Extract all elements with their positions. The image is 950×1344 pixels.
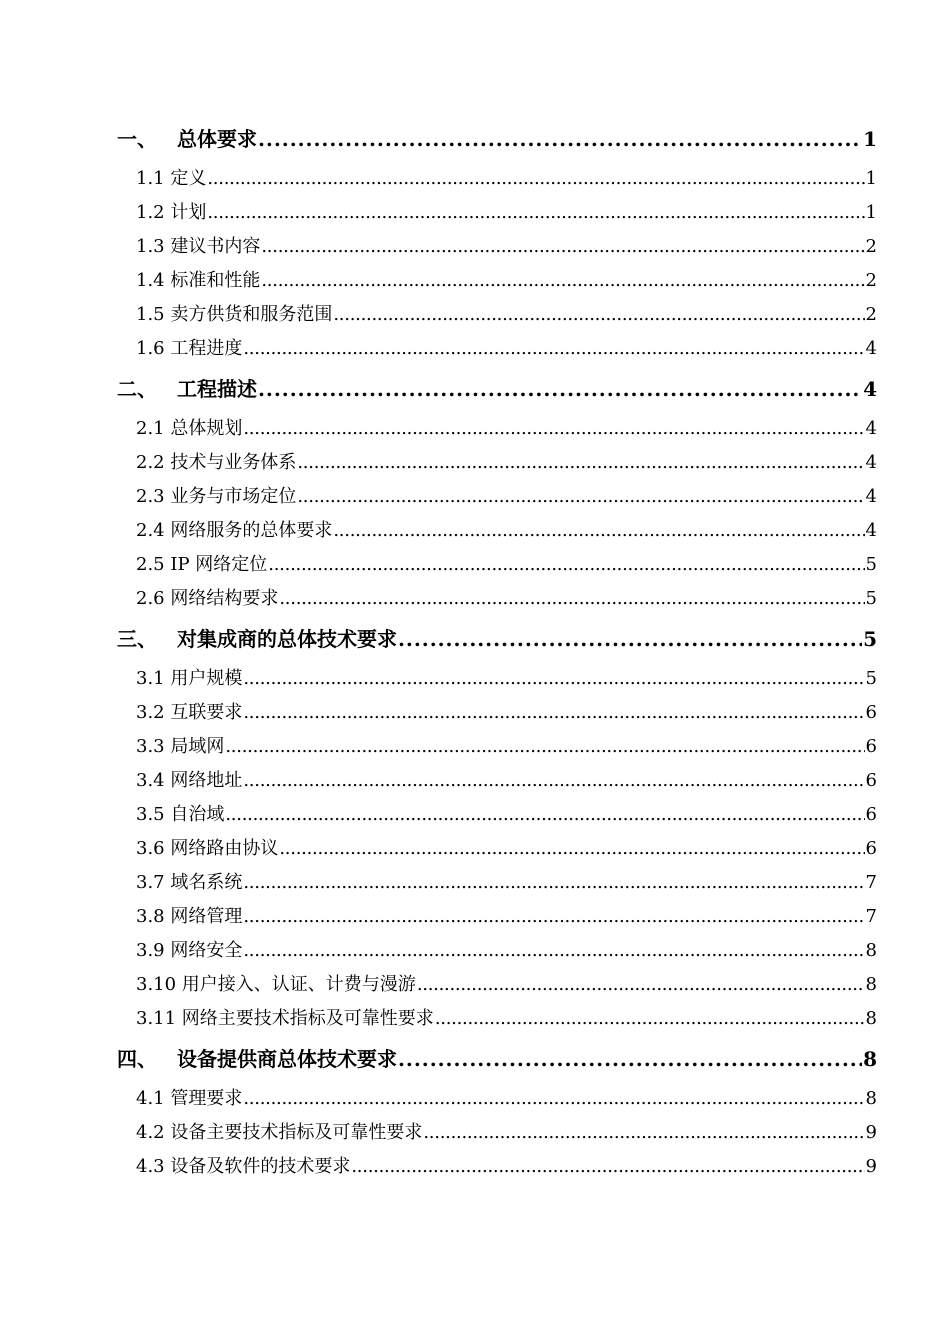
toc-page-number: 7 — [865, 872, 877, 893]
toc-section-number: 三、 — [117, 627, 157, 651]
toc-item[interactable] — [117, 548, 877, 582]
dot-leader — [423, 1116, 864, 1150]
toc-page-number: 8 — [865, 1088, 877, 1109]
dot-leader — [243, 764, 864, 798]
dot-leader — [225, 798, 864, 832]
dot-leader — [398, 616, 862, 662]
toc-section-1[interactable] — [117, 116, 877, 162]
toc-item-label: 2.6 网络结构要求 — [136, 588, 279, 609]
toc-section-title: 工程描述 — [177, 377, 257, 401]
toc-item-label: 3.8 网络管理 — [136, 906, 243, 927]
toc-page-number: 7 — [865, 906, 877, 927]
dot-leader — [417, 968, 865, 1002]
dot-leader — [243, 934, 864, 968]
dot-leader — [297, 446, 864, 480]
dot-leader — [258, 116, 862, 162]
toc-item[interactable] — [117, 900, 877, 934]
toc-item[interactable] — [117, 832, 877, 866]
toc-section-label — [117, 616, 397, 662]
toc-item[interactable] — [117, 662, 877, 696]
toc-item[interactable] — [117, 968, 877, 1002]
dot-leader — [243, 412, 864, 446]
dot-leader — [207, 162, 864, 196]
toc-page-number: 5 — [865, 554, 877, 575]
dot-leader — [268, 548, 864, 582]
toc-section-label — [117, 366, 257, 412]
toc-item[interactable] — [117, 332, 877, 366]
toc-page-number: 9 — [865, 1122, 877, 1143]
toc-page-number: 6 — [865, 770, 877, 791]
toc-page-number: 9 — [865, 1156, 877, 1177]
dot-leader — [333, 298, 864, 332]
toc-item-label: 1.6 工程进度 — [136, 338, 243, 359]
toc-page-number: 8 — [865, 1008, 877, 1029]
toc-item-label: 3.2 互联要求 — [136, 702, 243, 723]
toc-page-number: 6 — [865, 702, 877, 723]
toc-item-label: 3.7 域名系统 — [136, 872, 243, 893]
toc-page-number: 4 — [865, 486, 877, 507]
dot-leader — [297, 480, 864, 514]
dot-leader — [258, 366, 862, 412]
toc-item-label: 4.3 设备及软件的技术要求 — [136, 1156, 351, 1177]
dot-leader — [333, 514, 864, 548]
toc-item-label: 1.2 计划 — [136, 202, 207, 223]
dot-leader — [243, 900, 864, 934]
dot-leader — [243, 1082, 864, 1116]
toc-item-label: 3.9 网络安全 — [136, 940, 243, 961]
toc-item-label: 3.10 用户接入、认证、计费与漫游 — [136, 974, 416, 995]
toc-page-number: 5 — [865, 588, 877, 609]
toc-item[interactable] — [117, 298, 877, 332]
toc-item[interactable] — [117, 1116, 877, 1150]
toc-page-number: 1 — [863, 127, 877, 151]
toc-section-title: 总体要求 — [177, 127, 257, 151]
dot-leader — [243, 866, 864, 900]
toc-item-label: 4.2 设备主要技术指标及可靠性要求 — [136, 1122, 423, 1143]
toc-section-number: 四、 — [117, 1047, 157, 1071]
toc-item[interactable] — [117, 230, 877, 264]
toc-section-title: 设备提供商总体技术要求 — [177, 1047, 397, 1071]
toc-item[interactable] — [117, 798, 877, 832]
toc-page-number: 8 — [865, 974, 877, 995]
toc-page-number: 4 — [863, 377, 877, 401]
toc-item[interactable] — [117, 1150, 877, 1184]
table-of-contents — [117, 116, 877, 1184]
toc-section-label — [117, 1036, 397, 1082]
dot-leader — [398, 1036, 862, 1082]
toc-item[interactable] — [117, 446, 877, 480]
dot-leader — [261, 230, 864, 264]
toc-item[interactable] — [117, 866, 877, 900]
toc-item[interactable] — [117, 196, 877, 230]
toc-item-label: 2.2 技术与业务体系 — [136, 452, 297, 473]
toc-item-label: 1.4 标准和性能 — [136, 270, 261, 291]
dot-leader — [243, 332, 864, 366]
toc-page-number: 4 — [865, 338, 877, 359]
toc-page-number: 2 — [865, 304, 877, 325]
toc-page-number: 8 — [865, 940, 877, 961]
dot-leader — [279, 582, 864, 616]
toc-item-label: 1.1 定义 — [136, 168, 207, 189]
toc-page-number: 1 — [865, 168, 877, 189]
toc-item[interactable] — [117, 412, 877, 446]
toc-section-3[interactable] — [117, 616, 877, 662]
toc-page-number: 6 — [865, 838, 877, 859]
toc-item[interactable] — [117, 934, 877, 968]
toc-item-label: 3.6 网络路由协议 — [136, 838, 279, 859]
toc-page-number: 5 — [865, 668, 877, 689]
toc-item-label: 3.3 局域网 — [136, 736, 225, 757]
toc-page-number: 1 — [865, 202, 877, 223]
toc-item-label: 3.11 网络主要技术指标及可靠性要求 — [136, 1008, 434, 1029]
toc-item[interactable] — [117, 1082, 877, 1116]
toc-item-label: 2.4 网络服务的总体要求 — [136, 520, 333, 541]
dot-leader — [351, 1150, 864, 1184]
toc-item[interactable] — [117, 764, 877, 798]
toc-item[interactable] — [117, 1002, 877, 1036]
dot-leader — [243, 696, 864, 730]
toc-page-number: 6 — [865, 736, 877, 757]
toc-item-label: 2.1 总体规划 — [136, 418, 243, 439]
toc-item[interactable] — [117, 480, 877, 514]
dot-leader — [279, 832, 864, 866]
toc-item-label: 2.3 业务与市场定位 — [136, 486, 297, 507]
dot-leader — [261, 264, 864, 298]
dot-leader — [207, 196, 864, 230]
toc-item[interactable] — [117, 162, 877, 196]
toc-page-number: 4 — [865, 418, 877, 439]
toc-item-label: 4.1 管理要求 — [136, 1088, 243, 1109]
dot-leader — [435, 1002, 865, 1036]
toc-item[interactable] — [117, 264, 877, 298]
dot-leader — [243, 662, 864, 696]
toc-item[interactable] — [117, 582, 877, 616]
toc-section-4[interactable] — [117, 1036, 877, 1082]
toc-page-number: 2 — [865, 270, 877, 291]
toc-item-label: 1.3 建议书内容 — [136, 236, 261, 257]
toc-item-label: 1.5 卖方供货和服务范围 — [136, 304, 333, 325]
toc-section-2[interactable] — [117, 366, 877, 412]
toc-section-title: 对集成商的总体技术要求 — [177, 627, 397, 651]
toc-page-number: 8 — [863, 1047, 877, 1071]
toc-item-label: 3.4 网络地址 — [136, 770, 243, 791]
toc-item[interactable] — [117, 696, 877, 730]
toc-section-label — [117, 116, 257, 162]
toc-item-label: 3.1 用户规模 — [136, 668, 243, 689]
toc-section-number: 二、 — [117, 377, 157, 401]
toc-page-number: 4 — [865, 452, 877, 473]
toc-item[interactable] — [117, 514, 877, 548]
toc-item-label: 3.5 自治域 — [136, 804, 225, 825]
toc-page-number: 4 — [865, 520, 877, 541]
dot-leader — [225, 730, 864, 764]
toc-item[interactable] — [117, 730, 877, 764]
toc-section-number: 一、 — [117, 127, 157, 151]
toc-item-label: 2.5 IP 网络定位 — [136, 554, 268, 575]
toc-page-number: 6 — [865, 804, 877, 825]
toc-page-number: 5 — [863, 627, 877, 651]
toc-page-number: 2 — [865, 236, 877, 257]
